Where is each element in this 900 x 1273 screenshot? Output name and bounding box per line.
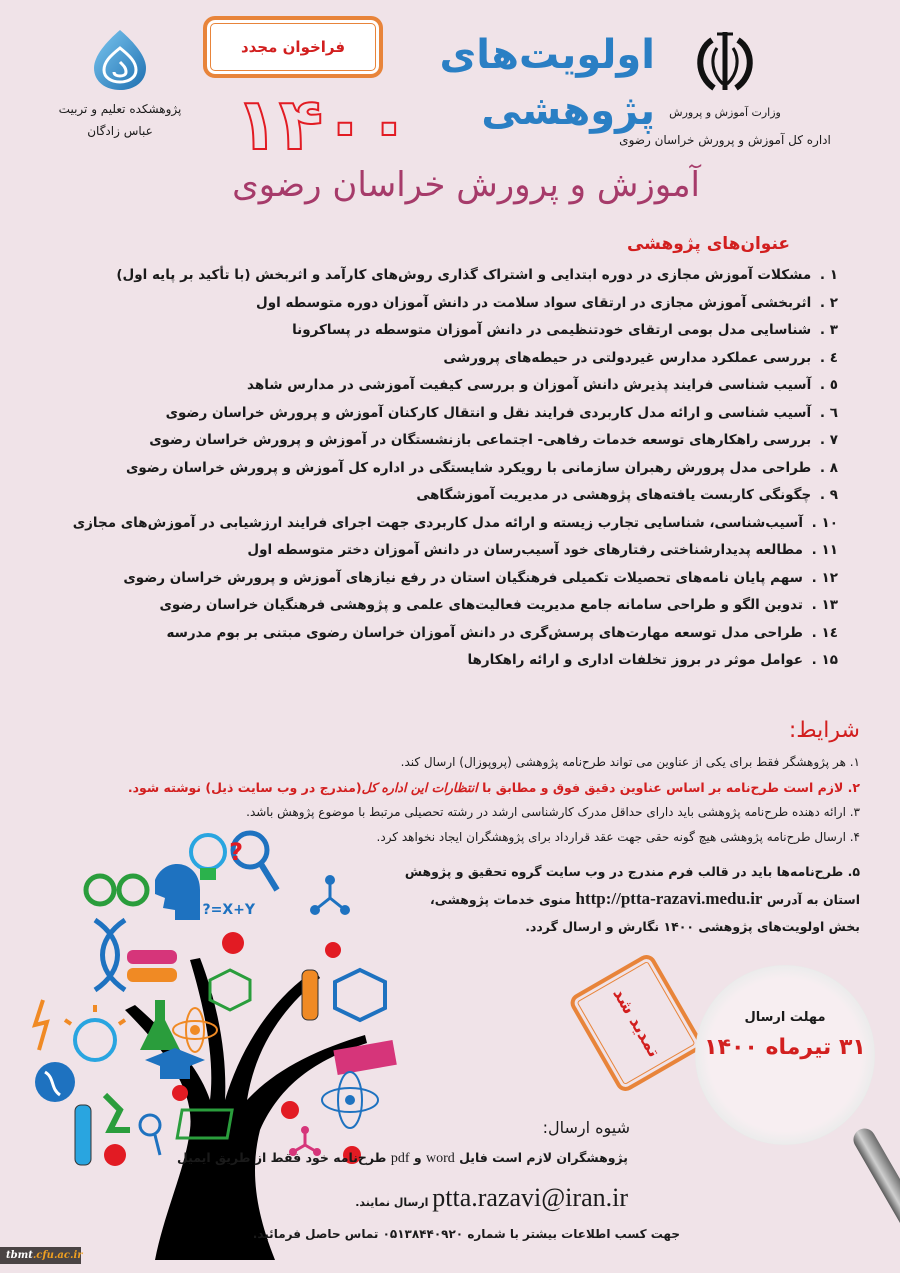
condition-item: ۴. ارسال طرح‌نامه پژوهشی هیچ گونه حقی جهت عقد قرارداد برای پژوهشگران ایجاد نخواهد کرد. [376,830,860,844]
topic-number: ۸ . [819,459,838,476]
topic-number: ٤ . [819,349,838,366]
topic-number: ۱۲ . [811,569,838,586]
topic-item [118,565,838,593]
glasses-icon [86,876,147,904]
submission-heading: شیوه ارسال: [542,1118,630,1137]
topic-text: عوامل موثر در بروز تخلفات اداری و ارائه راهکارها [467,652,803,668]
watermark-part1: tbmt [6,1250,33,1261]
condition-item: ۱. هر پژوهشگر فقط برای یکی از عناوین می تواند طرح‌نامه پژوهشی (پروپوزال) ارسال کند. [400,755,860,769]
condition-item-highlighted [60,775,860,800]
page-title-line1: اولویت‌های [439,32,655,78]
topic-number: ٦ . [819,404,838,421]
submission-instructions [177,1150,628,1167]
topics-list [72,262,838,675]
topic-text: مشکلات آموزش مجازی در دوره ابتدایی و اشتراک گذاری روش‌های کارآمد و اثربخش (با تأکید بر پایه اول) [116,267,812,283]
topic-number: ۱ . [819,267,838,283]
topic-text: شناسایی مدل بومی ارتقای خودتنظیمی در دانش آموزان متوسطه در پساکرونا [292,322,812,338]
books-icon [127,950,177,982]
knowledge-tree-illustration [15,810,405,1260]
conditions-heading: شرایط: [788,718,860,743]
topic-number: ۲ . [819,294,838,311]
dna-icon [95,920,125,990]
year-title: ۱۴۰۰ [235,82,411,166]
topic-item [118,620,838,648]
lightbulb-icon [191,835,225,880]
contact-info: جهت کسب اطلاعات بیشتر با شماره ۰۵۱۳۸۴۴۰۹۲۰ تماس حاصل فرمائید. [252,1227,680,1241]
svg-text:X+Y=?: X+Y=? [202,902,255,918]
condition-5-line2 [400,885,860,913]
magnifier-small-icon [140,1115,160,1155]
institute-name: پژوهشکده تعلیم و تربیت [58,102,182,116]
watermark-part2: .cfu.ac.ir [32,1250,83,1261]
website-link[interactable]: http://ptta-razavi.medu.ir [575,889,763,908]
extended-stamp [567,951,705,1094]
word-format: word [425,1151,455,1166]
topic-number: ۳ . [819,322,838,338]
topic-number: ۱۵ . [811,652,838,668]
iran-emblem-icon [690,28,760,96]
head-icon [155,864,200,920]
molecule-icon [310,875,350,915]
institute-header [50,28,190,138]
microscope-icon [105,1095,130,1130]
topic-number: ۱۰ . [811,514,838,531]
topic-item [118,317,838,345]
svg-text:?: ? [229,838,243,866]
topic-item [118,290,838,318]
topic-item [118,592,838,620]
topic-item [118,262,838,290]
page-subtitle: آموزش و پرورش خراسان رضوی [232,165,700,205]
topic-text: تدوین الگو و طراحی سامانه جامع مدیریت فعالیت‌های علمی و پژوهشی فرهنگیان خراسان رضوی [159,597,803,613]
condition-item-5 [400,858,860,940]
hexagon-molecule-icon [335,970,385,1020]
topic-text: بررسی راهکارهای توسعه خدمات رفاهی- اجتماعی بازنشستگان در آموزش و پرورش خراسان رضوی [149,432,812,448]
topic-text: مطالعه پدیدارشناختی رفتارهای خود آسیب‌رسان در دانش آموزان دختر متوسطه اول [247,542,803,558]
globe-icon [35,1062,75,1102]
topic-number: ۱٤ . [811,624,838,641]
department-name: اداره کل آموزش و پرورش خراسان رضوی [619,133,831,147]
topic-item [118,427,838,455]
extended-stamp-label: تمدید شد [608,984,664,1062]
topic-item [118,400,838,428]
topic-item [118,455,838,483]
topic-item [118,537,838,565]
hexagon-molecule-green-icon [210,970,250,1010]
page-title-line2: پژوهشی [481,88,655,134]
topic-number: ۷ . [819,432,838,448]
condition-emphasis: انتظارات این اداره کل [361,780,478,795]
condition-item: ۳. ارائه دهنده طرح‌نامه پژوهشی باید دارای حداقل مدرک کارشناسی ارشد در رشته تحصیلی مرتبط با موضوع پژوهش باشد. [246,805,860,819]
topic-item [72,510,838,538]
topic-item [118,345,838,373]
topic-text: بررسی عملکرد مدارس غیردولتی در حیطه‌های پرورشی [443,349,812,366]
magnifier-handle-icon [849,1125,900,1240]
site-watermark [0,1247,81,1264]
test-tube-orange-icon [302,970,318,1020]
condition-5-line3: بخش اولویت‌های پژوهشی ۱۴۰۰ نگارش و ارسال گردد. [525,919,860,934]
topic-text: طراحی مدل توسعه مهارت‌های پرسش‌گری در دانش آموزان خراسان رضوی مبتنی بر بوم مدرسه [166,624,803,641]
deadline-date: ۳۱ تیرماه ۱۴۰۰ [704,1035,866,1060]
topic-text: آسیب شناسی و ارائه مدل کاربردی فرایند نقل و انتقال کارکنان آموزش و پرورش خراسان رضوی [165,404,812,421]
condition-text: (مندرج در وب سایت ذیل) نوشته شود. [127,780,362,795]
formula-label [202,902,255,918]
topic-number: ۹ . [819,487,838,503]
topic-item [118,647,838,675]
topic-text: آسیب‌شناسی، شناسایی تجارب زیسته و ارائه مدل کاربردی جهت اجرای فرایند ارزشیابی در آموزش‌های مجازی [72,514,803,531]
topic-item [118,482,838,510]
deadline-block [695,1010,875,1060]
pdf-format: pdf [390,1151,410,1166]
recall-badge-label: فراخوان مجدد [240,38,346,56]
email-link[interactable]: ptta.razavi@iran.ir [432,1183,628,1212]
bulb-rays-icon [65,1005,125,1060]
topic-number: ۱۱ . [811,542,838,558]
topic-text: اثربخشی آموزش مجازی در ارتقای سواد سلامت در دانش آموزان دوره متوسطه اول [256,294,812,311]
topic-text: چگونگی کاربست یافته‌های پژوهشی در مدیریت آموزشگاهی [416,487,812,503]
topic-text: آسیب شناسی فرایند پذیرش دانش آموزان و بررسی کیفیت آموزشی در مدارس شاهد [247,377,812,393]
condition-5-line1: ۵. طرح‌نامه‌ها باید در قالب فرم مندرج در وب سایت گروه تحقیق و پژوهش [404,864,860,879]
atom-blue-icon [322,1072,378,1128]
condition-text: استان به آدرس [762,892,860,907]
deadline-label: مهلت ارسال [744,1010,826,1025]
institute-logo-icon [90,28,150,92]
question-magnifier-icon [229,833,277,890]
submission-text: پژوهشگران لازم است فایل [454,1150,628,1165]
topics-heading: عنوان‌های پژوهشی [626,234,790,254]
submission-text: و [409,1150,426,1165]
topic-text: سهم پایان نامه‌های تحصیلات تکمیلی فرهنگیان استان در رفع نیازهای آموزش و پرورش خراسان رضوی [123,569,803,586]
ministry-name: وزارت آموزش و پرورش [669,106,781,119]
topic-number: ۱۳ . [811,597,838,613]
topic-text: طراحی مدل پرورش رهبران سازمانی با رویکرد شایستگی در اداره کل آموزش و پرورش خراسان رضوی [125,459,812,476]
test-tube-blue-icon [75,1105,91,1165]
topic-item [118,372,838,400]
topic-number: ٥ . [819,377,838,393]
condition-text: منوی خدمات پژوهشی، [430,892,576,907]
submission-email-line [355,1183,628,1213]
lightning-icon [35,1000,47,1050]
submission-text: ارسال نمایند. [355,1196,433,1209]
submission-text: طرح‌نامه خود فقط از طریق ایمیل [177,1150,391,1165]
institute-subname: عباس زادگان [87,124,153,138]
recall-badge [203,16,383,78]
condition-text: ۲. لازم است طرح‌نامه بر اساس عناوین دقیق فوق و مطابق با [477,780,860,795]
